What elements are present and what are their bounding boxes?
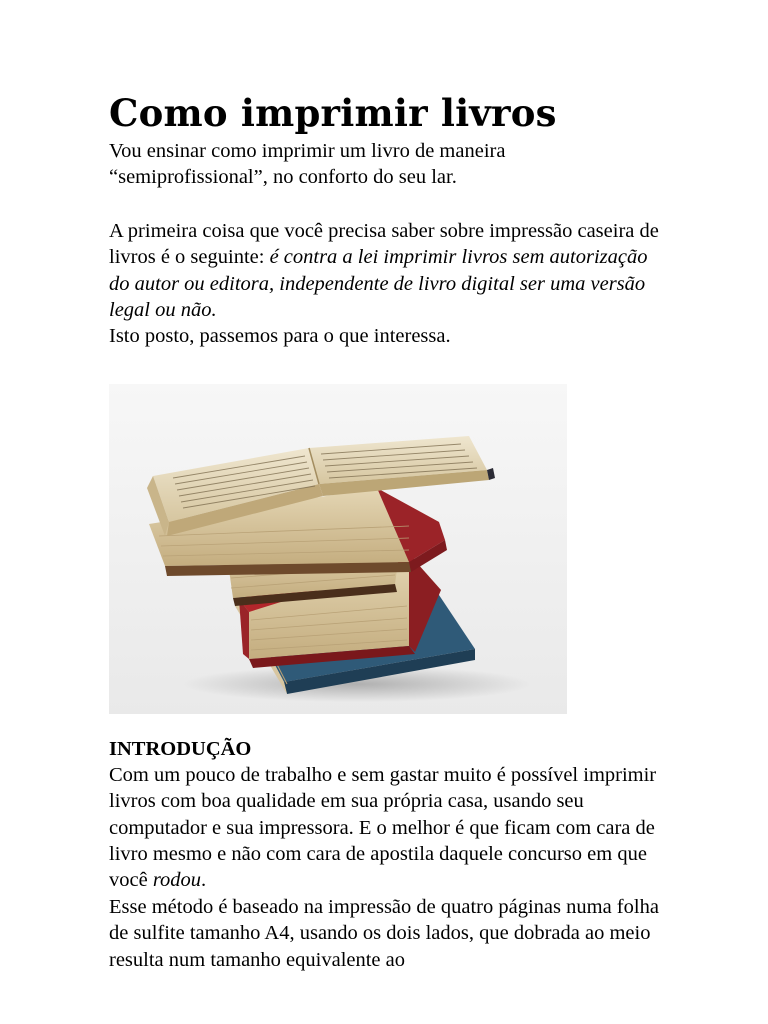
intro-section-paragraph-2: Esse método é baseado na impressão de quatro páginas numa folha de sulfite tamanho A4, usando os dois lados, que dobrada ao meio resulta num tamanho equivalente ao: [109, 895, 659, 971]
warning-legal-notice: é contra a lei imprimir livros sem autorização do autor ou editora, independente de livro digital ser uma versão legal ou não.: [109, 246, 648, 322]
section-text-end: .: [201, 869, 207, 892]
warning-paragraph: [109, 218, 669, 350]
page-title: Como imprimir livros: [109, 91, 557, 135]
warning-follow-text: Isto posto, passemos para o que interessa.: [109, 325, 451, 348]
paragraph-gap: [109, 191, 669, 218]
warning-lead-text: A primeira coisa que você precisa saber sobre impressão caseira de livros é o seguinte:: [109, 219, 659, 269]
stacked-books-illustration: [109, 384, 567, 714]
intro-line-2: “semiprofissional”, no conforto do seu lar.: [109, 166, 457, 189]
section-italic-word: rodou: [152, 869, 202, 892]
intro-paragraph: [109, 138, 669, 191]
intro-section-paragraph-1: [109, 762, 669, 973]
document-page: [109, 88, 669, 973]
intro-line-1: Vou ensinar como imprimir um livro de maneira: [109, 140, 506, 162]
section-heading: INTRODUÇÃO: [109, 737, 252, 760]
section-text-lead: Com um pouco de trabalho e sem gastar muito é possível imprimir livros com boa qualidade em sua própria casa, usando seu computador e sua impressora. E o melhor é que ficam com cara de livro mesmo e não com cara de apostila daquele concurso em que você: [109, 763, 657, 892]
